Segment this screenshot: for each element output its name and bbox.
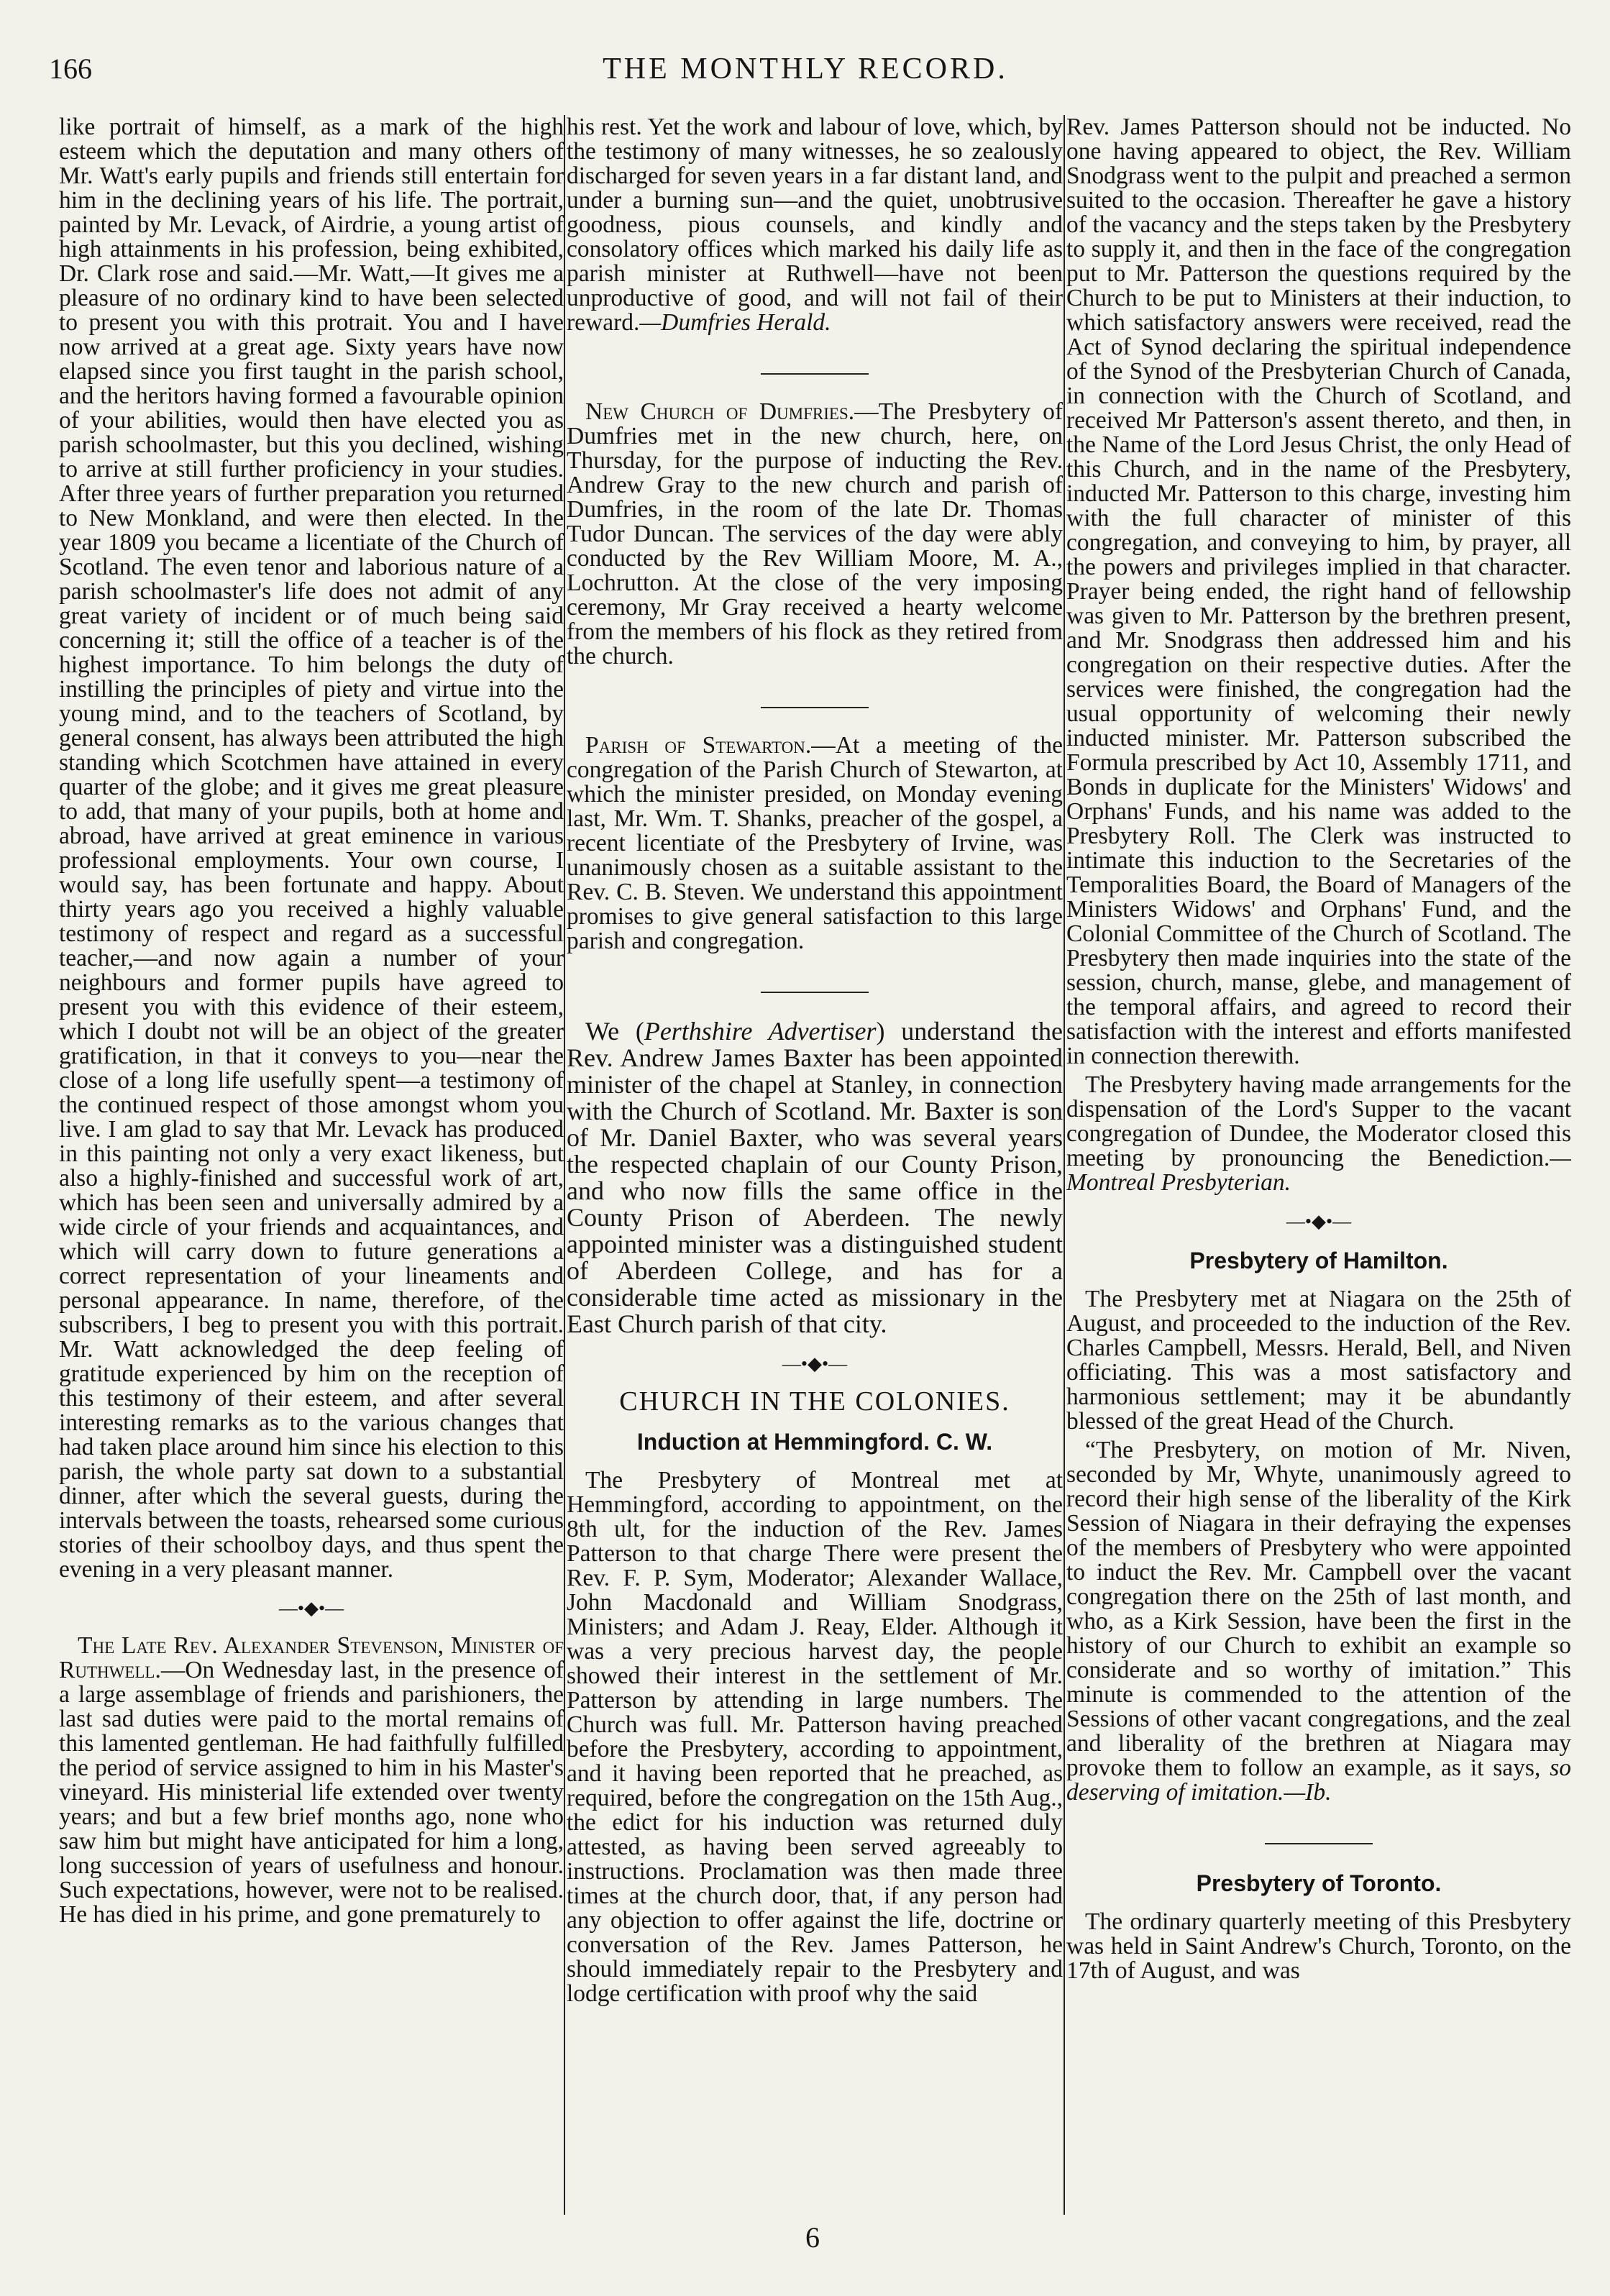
section-heading-colonies: CHURCH IN THE COLONIES. [619,1386,1010,1417]
ornamental-separator: —•◆•— [278,1598,344,1619]
dumfries-article [567,400,1063,669]
separator-rule [567,693,1063,712]
hemmingford-heading: Induction at Hemmingford. C. W. [636,1429,993,1455]
baxter-source: Perthshire Advertiser [644,1017,877,1046]
stevenson-continued-text: his rest. Yet the work and labour of love, which, by the testimony of many witnesses, he so zealously discharged for seven years in a far distant land, and under a burning sun—and the quiet, unobtrusive goodness, pious counsels, and kindly and consolatory offices which marked his daily life as parish minister at Ruthwell—have not been unproductive of good, and will not fail of their reward. [567,115,1063,336]
signature-mark: 6 [805,2221,820,2254]
baxter-body: ) understand the Rev. Andrew James Baxter has been appointed minister of the chapel at Stanley, in connection with the Church of Scotland. Mr. Baxter is son of Mr. Daniel Baxter, who was several years the respected chaplain of our County Prison, and who now fills the same office in the County Prison of Aberdeen. The newly appointed minister was a distinguished student of Aberdeen College, and has for a considerable time acted as missionary in the East Church parish of that city. [567,1017,1063,1338]
stevenson-continuation [567,115,1063,335]
ornamental-separator: —•◆•— [1286,1211,1352,1232]
dumfries-body: —The Presbytery of Dumfries met in the new church, here, on Thursday, for the purpose of inducting the Rev. Andrew Gray to the new church and parish of Dumfries, in the room of the late Dr. Thomas Tudor Duncan. The services of the day were ably conducted by the Rev William Moore, M. A., Lochrutton. At the close of the very imposing ceremony, Mr Gray received a hearty welcome from the members of his flock as they retired from the church. [567,398,1063,669]
hemmingford-continuation: Rev. James Patterson should not be inducted. No one having appeared to object, the Rev. William Snodgrass went to the pulpit and preached a sermon suited to the occasion. Thereafter he gave a history of the vacancy and the steps taken by the Presbytery to supply it, and then in the face of the congregation put to Mr. Patterson the questions required by the Church to be put to Ministers at their induction, to which satisfactory answers were received, read the Act of Synod declaring the spiritual independence of the Synod of the Presbyterian Church of Canada, in connection with the Church of Scotland, and received Mr Patterson's assent thereto, and then, in the Name of the Lord Jesus Christ, the only Head of this Church, and in the name of the Presbytery, inducted Mr. Patterson to this charge, investing him with the full character of minister of this congregation, and conveying to him, by prayer, all the powers and privileges implied in that character. Prayer being ended, the right hand of fellowship was given to Mr. Patterson by the brethren present, and Mr. Snodgrass then addressed him and his congregation on their respective duties. After the services were finished, the congregation had the usual opportunity of welcoming their newly inducted minister. Mr. Patterson subscribed the Formula prescribed by Act 10, Assembly 1711, and Bonds in duplicate for the Ministers' Widows' and Orphans' Funds, and his name was added to the Presbytery Roll. The Clerk was instructed to intimate this induction to the Secretaries of the Temporalities Board, the Board of Managers of the Ministers Widows' and Orphans' Fund, and the Colonial Committee of the Church of Scotland. The Presbytery then made inquiries into the state of the session, church, manse, glebe, and management of the temporal affairs, and agreed to record their satisfaction with the interest and efforts manifested in connection therewith. [1066,115,1571,1069]
separator-rule [567,360,1063,378]
source-credit: —Montreal Presbyterian. [1066,1145,1571,1196]
hamilton-paragraph-2: “The Presbytery, on motion of Mr. Niven, seconded by Mr, Whyte, unanimously agreed to record their high sense of the liberality of the Kirk Session of Niagara in their defraying the expenses of the members of Presbytery who were appointed to induct the Rev. Mr. Campbell over the vacant congregation there on the 25th of last month, and who, as a Kirk Session, have been the first in the history of our Church to exhibit an example so considerate and so worthy of imitation.” This minute is commended to the attention of the Sessions of other vacant congregations, and the zeal and liberality of the brethren at Niagara may provoke them to follow an example, as it says, so deserving of imitation.—Ib. [1066,1437,1571,1806]
column-divider [564,115,565,2215]
page-number: 166 [49,52,92,85]
separator-rule [1066,1829,1571,1848]
hamilton-paragraph-1: The Presbytery met at Niagara on the 25th of August, and proceeded to the induction of the Rev. Charles Campbell, Messrs. Herald, Bell, and Niven officiating. This was a most satisfactory and harmonious settlement; may it be abundantly blessed of the great Head of the Church. [1066,1286,1571,1435]
separator-rule [567,978,1063,997]
stewarton-heading: Parish of Stewarton. [585,732,812,759]
page-header [43,43,1568,101]
stewarton-article [567,733,1063,953]
running-title: THE MONTHLY RECORD. [603,52,1008,86]
stewarton-body: —At a meeting of the congregation of the Parish Church of Stewarton, at which the minister presided, on Monday evening last, Mr. Wm. T. Shanks, preacher of the gospel, a recent licentiate of the Presbytery of Irvine, was unanimously chosen as a suitable assistant to the Rev. C. B. Steven. We understand this appointment promises to give general satisfaction to this large parish and congregation. [567,732,1063,954]
hemmingford-closing: The Presbytery having made arrangements for the dispensation of the Lord's Supper to the vacant congregation of Dundee, the Moderator closed this meeting by pronouncing the Benediction.—Montreal Presbyterian. [1066,1071,1571,1196]
source-credit: —Dumfries Herald. [639,309,831,336]
stevenson-obituary [59,1634,564,1927]
stevenson-heading: The Late Rev. Alexander Stevenson, Minister of Ruthwell. [59,1632,564,1683]
hamilton-heading: Presbytery of Hamilton. [1189,1248,1448,1273]
toronto-article: The ordinary quarterly meeting of this Presbytery was held in Saint Andrew's Church, Toronto, on the 17th of August, and was [1066,1908,1571,1984]
watt-portrait-article: like portrait of himself, as a mark of the high esteem which the deputation and many others of Mr. Watt's early pupils and friends still entertain for him in the declining years of his life. The portrait, painted by Mr. Levack, of Airdrie, a young artist of high attainments in his profession, being exhibited, Dr. Clark rose and said.—Mr. Watt,—It gives me a pleasure of no ordinary kind to have been selected to present you with this protrait. You and I have now arrived at a great age. Sixty years have now elapsed since you first taught in the parish school, and the heritors having formed a favourable opinion of your abilities, would then have elected you as parish schoolmaster, but this you declined, wishing to arrive at still further proficiency in your studies. After three years of further preparation you returned to New Monkland, and were then elected. In the year 1809 you became a licentiate of the Church of Scotland. The even tenor and laborious nature of a parish schoolmaster's life does not admit of any great variety of incident or of much being said concerning it; still the office of a teacher is of the highest importance. To him belongs the duty of instilling the principles of piety and virtue into the young mind, and to the teachers of Scotland, by general consent, has always been attributed the high standing which Scotchmen have attained in every quarter of the globe; and it gives me great pleasure to add, that many of your pupils, both at home and abroad, have arrived at great eminence in various professional employments. Your own course, I would say, has been fortunate and happy. About thirty years ago you received a highly valuable testimony of respect and regard as a successful teacher,—and now again a number of your neighbours and former pupils have agreed to present you with this evidence of their esteem, which I doubt not will be an object of the greater gratification, in that it conveys to you—near the close of a long life usefully spent—a testimony of the continued respect of those amongst whom you live. I am glad to say that Mr. Levack has produced in this painting not only a very exact likeness, but also a highly-finished and successful work of art, which has been seen and universally admired by a wide circle of your friends and acquaintances, and which will carry down to future generations a correct representation of your lineaments and personal appearance. In name, therefore, of the subscribers, I beg to present you with this portrait. Mr. Watt acknowledged the deep feeling of gratitude experienced by him on the reception of this testimony of their esteem, and after several interesting remarks as to the various changes that had taken place around him since his election to this parish, the whole party sat down to a substantial dinner, after which the several guests, during the intervals between the toasts, rehearsed some curious stories of their schoolboy days, and thus spent the evening in a very pleasant manner. [59,115,564,1583]
column-2 [567,115,1063,2215]
hemmingford-article: The Presbytery of Montreal met at Hemmingford, according to appointment, on the 8th ult, for the induction of the Rev. James Patterson to that charge There were present the Rev. F. P. Sym, Moderator; Alexander Wallace, John Macdonald and William Snodgrass, Ministers; and Adam J. Reay, Elder. Although it was a very precious harvest day, the people showed their interest in the settlement of Mr. Patterson by attending in large numbers. The Church was full. Mr. Patterson having preached before the Presbytery, according to appointment, and it having been reported that he preached, as required, before the congregation on the 15th Aug., the edict for his induction was returned duly attested, as having been served agreeably to instructions. Proclamation was then made three times at the church door, that, if any person had any objection to offer against the life, doctrine or conversation of the Rev. James Patterson, he should immediately repair to the Presbytery and lodge certification with proof why the said [567,1467,1063,2007]
baxter-article: We (Perthshire Advertiser) understand the Rev. Andrew James Baxter has been appointed minister of the chapel at Stanley, in connection with the Church of Scotland. Mr. Baxter is son of Mr. Daniel Baxter, who was several years the respected chaplain of our County Prison, and who now fills the same office in the County Prison of Aberdeen. The newly appointed minister was a distinguished student of Aberdeen College, and has for a considerable time acted as missionary in the East Church parish of that city. [567,1017,1063,1338]
column-3 [1066,115,1571,2215]
toronto-heading: Presbytery of Toronto. [1196,1870,1442,1896]
ornamental-separator: —•◆•— [782,1353,848,1374]
column-divider [1064,115,1065,2215]
dumfries-heading: New Church of Dumfries. [585,398,855,425]
stevenson-body: —On Wednesday last, in the presence of a large assemblage of friends and parishioners, the last sad duties were paid to the mortal remains of this lamented gentleman. He had faithfully fulfilled the period of service assigned to him in his Master's vineyard. His ministerial life extended over twenty years; and but a few brief months ago, none who saw him but might have anticipated for him a long, long succession of years of usefulness and honour. Such expectations, however, were not to be realised. He has died in his prime, and gone prematurely to [59,1657,564,1928]
column-1 [59,115,564,2215]
